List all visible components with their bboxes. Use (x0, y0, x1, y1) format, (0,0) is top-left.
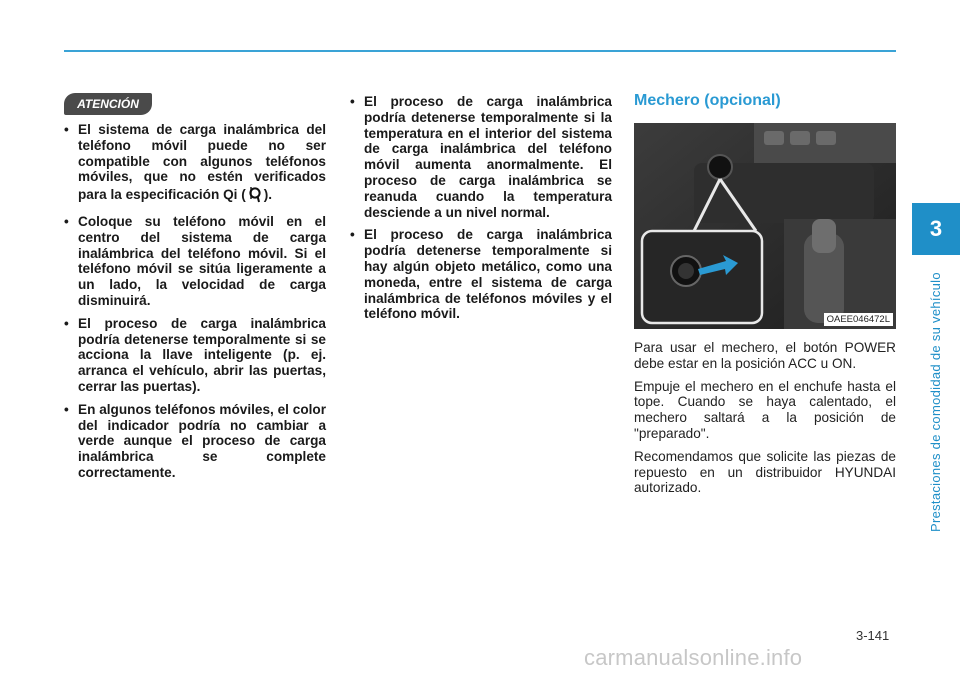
list-item: • El proceso de carga inalámbrica podría detenerse temporalmente si se acciona la llave inteligente (p. ej. arranca el vehículo, abrir las puertas, cerrar las puertas). (64, 316, 326, 395)
paragraph: Empuje el mechero en el enchufe hasta el tope. Cuando se haya calentado, el mechero saltará a la posición de "preparado". (634, 378, 896, 441)
chapter-tab (912, 203, 960, 255)
paragraph: Para usar el mechero, el botón POWER debe estar en la posición ACC u ON. (634, 340, 896, 371)
cigarette-lighter-photo (634, 123, 896, 329)
lighter-instructions (634, 340, 896, 503)
qi-wireless-icon (248, 185, 262, 207)
paragraph: Recomendamos que solicite las piezas de repuesto en un distribuidor HYUNDAI autorizado. (634, 448, 896, 496)
chapter-title: Prestaciones de comodidad de su vehículo (928, 272, 943, 532)
list-item: • El proceso de carga inalámbrica podría detenerse temporalmente si la temperatura en el interior del sistema de carga inalámbrica del teléfono móvil aumenta anormalmente. El proceso de carga inalámbrica se reanuda cuando la temperatura desciende a un nivel normal. (350, 94, 612, 220)
watermark: carmanualsonline.info (584, 645, 803, 670)
list-item: • El proceso de carga inalámbrica podría detenerse temporalmente si hay algún objeto metálico, como una moneda, entre el sistema de carga inalámbrica de teléfonos móviles y el teléfono móvil. (350, 227, 612, 322)
page-number: 3-141 (856, 628, 890, 643)
caution-list-left (64, 122, 326, 481)
image-code: OAEE046472L (824, 313, 893, 326)
warning-badge: ATENCIÓN (64, 93, 152, 115)
column-middle (350, 94, 612, 329)
chapter-number: 3 (929, 216, 943, 241)
list-item: • Coloque su teléfono móvil en el centro del sistema de carga inalámbrica del teléfono móvil. Si el teléfono móvil se sitúa ligeramente a un lado, la velocidad de carga disminuirá. (64, 214, 326, 309)
header-rule (64, 50, 896, 52)
column-left (64, 122, 326, 488)
caution-list-right (350, 94, 612, 322)
list-item: • En algunos teléfonos móviles, el color del indicador podría no cambiar a verde aunque el proceso de carga inalámbrica se complete correctamente. (64, 402, 326, 481)
section-title: Mechero (opcional) (634, 92, 781, 109)
list-item: • El sistema de carga inalámbrica del teléfono móvil puede no ser compatible con algunos teléfonos móviles, que no estén verificados para la especificación Qi ( ). (64, 122, 326, 207)
